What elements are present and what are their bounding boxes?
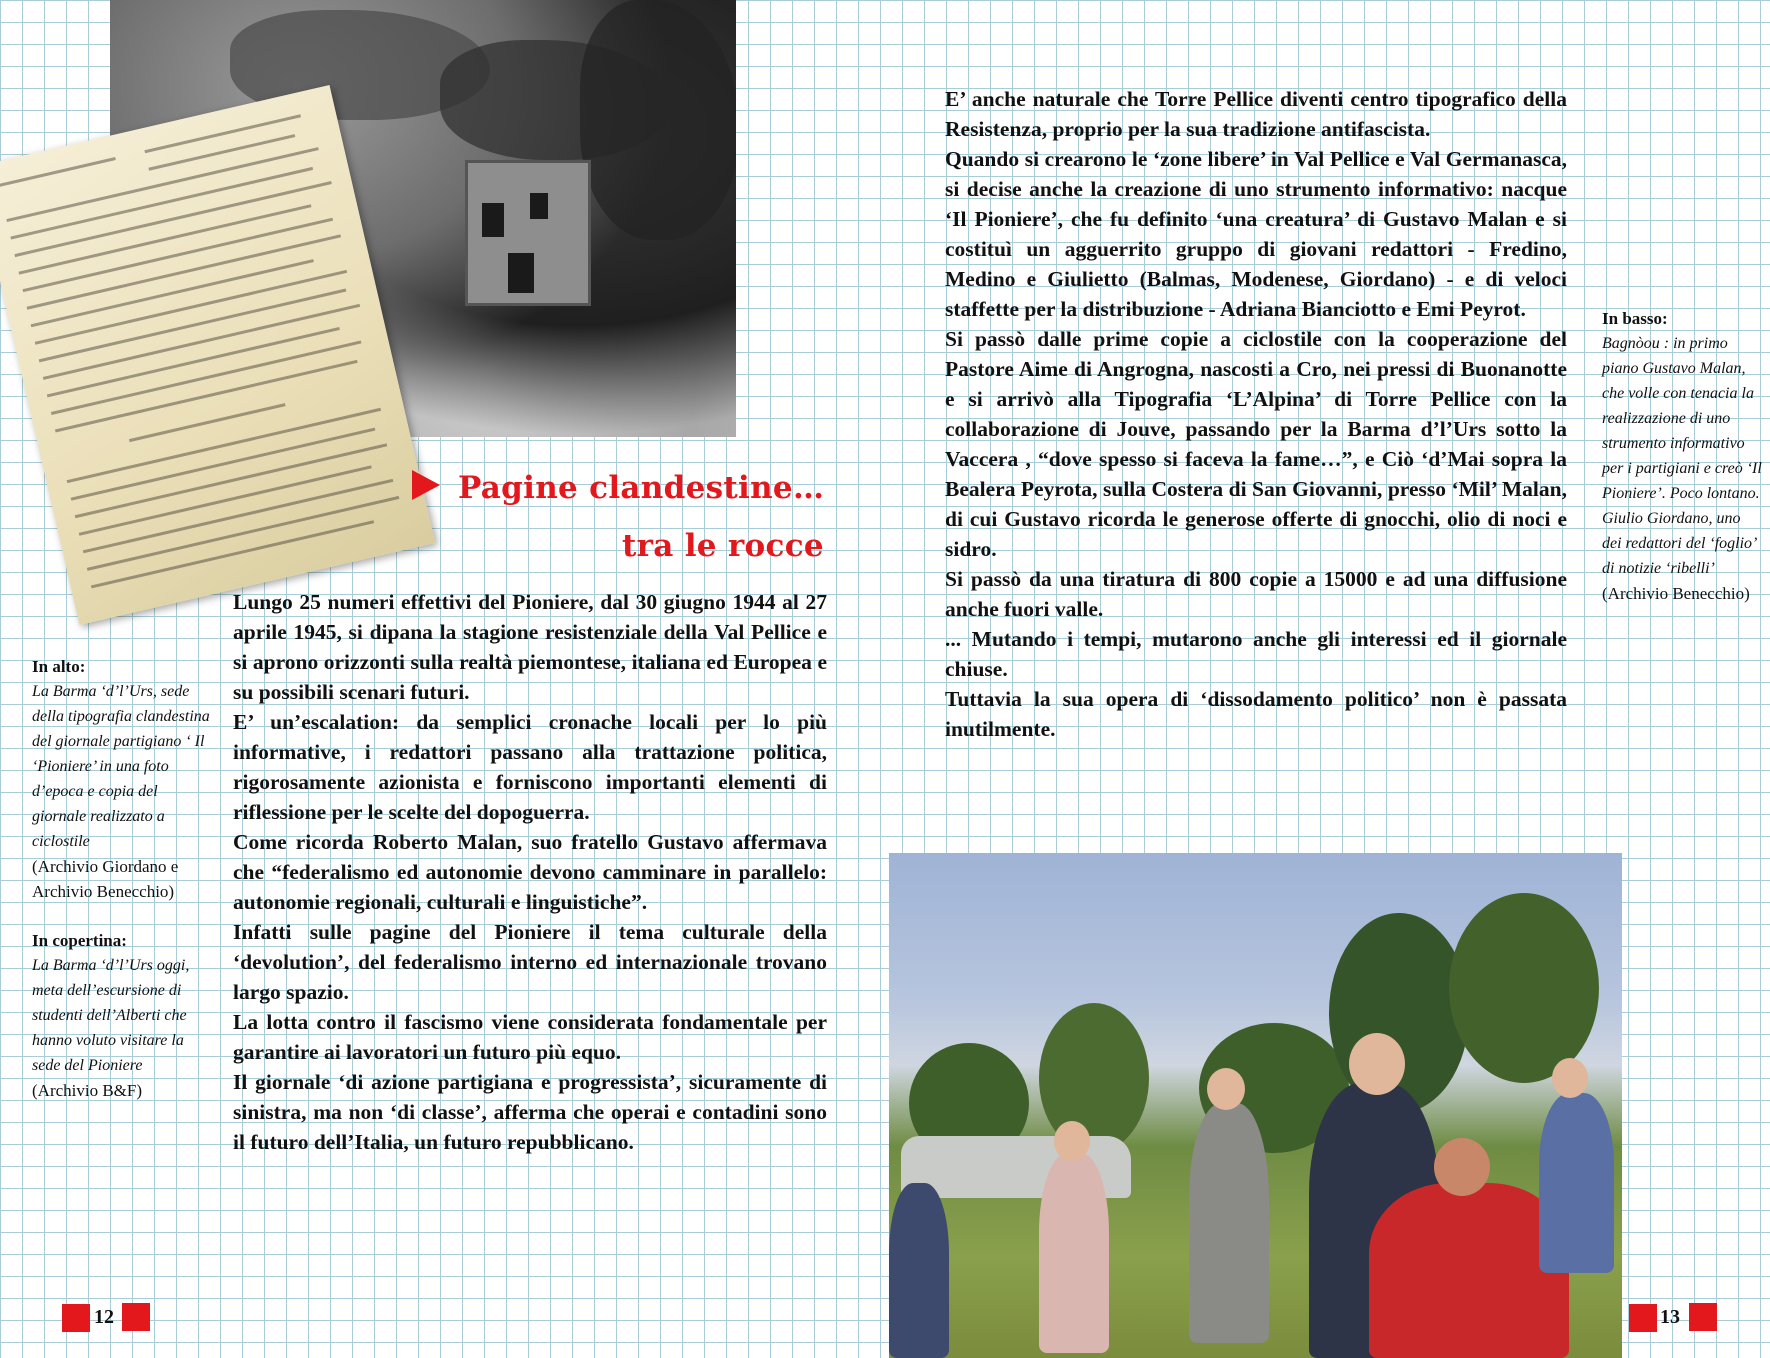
paragraph: ... Mutando i tempi, mutarono anche gli interessi ed il giornale chiuse. bbox=[945, 627, 1567, 681]
paragraph: E’ anche naturale che Torre Pellice diventi centro tipografico della Resistenza, proprio per la sua tradizione antifascista. bbox=[945, 87, 1567, 141]
paragraph: Lungo 25 numeri effettivi del Pioniere, dal 30 giugno 1944 al 27 aprile 1945, si dipana la stagione resistenziale della Val Pellice e si aprono orizzonti sulla realtà piemontese, italiana ed Europea e su possibili scenari futuri. bbox=[233, 590, 827, 704]
paragraph: Tuttavia la sua opera di ‘dissodamento politico’ non è passata inutilmente. bbox=[945, 687, 1567, 741]
article-right-column bbox=[945, 84, 1567, 744]
page-number-right: 13 bbox=[1660, 1306, 1680, 1328]
caption-heading: In copertina: bbox=[32, 931, 127, 950]
arrow-right-icon bbox=[412, 470, 440, 500]
caption-text: La Barma ‘d’l’Urs, sede della tipografia clandestina del giornale partigiano ‘ Il ‘Pioniere’ in una foto d’epoca e copia del giornale realizzato a ciclostile bbox=[32, 683, 210, 850]
page-number-left: 12 bbox=[94, 1306, 114, 1328]
caption-credit: (Archivio Giordano e Archivio Benecchio) bbox=[32, 857, 179, 901]
article-title-line-1: Pagine clandestine… bbox=[458, 470, 825, 506]
caption-heading: In alto: bbox=[32, 657, 86, 676]
page-marker-square bbox=[1629, 1304, 1657, 1332]
paragraph: Come ricorda Roberto Malan, suo fratello Gustavo affermava che “federalismo ed autonomie devono camminare in parallelo: autonomie regionali, culturali e linguistiche”. bbox=[233, 830, 827, 914]
caption-text: Bagnòou : in primo piano Gustavo Malan, che volle con tenacia la realizzazione di uno strumento informativo per i partigiani e creò ‘Il Pioniere’. Poco lontano. Giulio Giordano, uno dei redattori del ‘foglio’ di notizie ‘ribelli’ bbox=[1602, 335, 1762, 577]
paragraph: Si passò dalle prime copie a ciclostile con la cooperazione del Pastore Aime di Angrogna, nascosti a Cro, nei pressi di Buonanotte e si arrivò alla Tipografia ‘L’Alpina’ di Torre Pellice con la collaborazione di Jouve, passando per la Barma d’l’Urs sotto la Vaccera , “dove spesso si faceva la fame…”, e Ciò ‘d’Mai sopra la Bealera Peyrota, sulla Costera di San Giovanni, presso ‘Mil’ Malan, di cui Gustavo ricorda le generose offerte di gnocchi, olio di noci e sidro. bbox=[945, 327, 1567, 561]
caption-heading: In basso: bbox=[1602, 309, 1668, 328]
caption-top-photo bbox=[32, 654, 212, 904]
photo-bagnoou-group bbox=[889, 853, 1622, 1358]
page-marker-square bbox=[1689, 1303, 1717, 1331]
article-left-column bbox=[233, 587, 827, 1157]
article-title-line-2: tra le rocce bbox=[622, 528, 824, 564]
paragraph: La lotta contro il fascismo viene considerata fondamentale per garantire ai lavoratori un futuro più equo. bbox=[233, 1010, 827, 1064]
paragraph: Si passò da una tiratura di 800 copie a 15000 e ad una diffusione anche fuori valle. bbox=[945, 567, 1567, 621]
caption-bottom-photo bbox=[1602, 306, 1764, 606]
paragraph: E’ un’escalation: da semplici cronache locali per lo più informative, i redattori passano alla trattazione politica, rigorosamente azionista e forniscono importanti elementi di riflessione per le scelte del dopoguerra. bbox=[233, 710, 827, 824]
caption-credit: (Archivio Benecchio) bbox=[1602, 584, 1750, 603]
paragraph: Infatti sulle pagine del Pioniere il tema culturale della ‘devolution’, del federalismo interno ed internazionale trovano largo spazio. bbox=[233, 920, 827, 1004]
page-marker-square bbox=[62, 1304, 90, 1332]
paragraph: Il giornale ‘di azione partigiana e progressista’, sicuramente di sinistra, ma non ‘di classe’, afferma che operai e contadini sono il futuro dell’Italia, un futuro repubblicano. bbox=[233, 1070, 827, 1154]
caption-credit: (Archivio B&F) bbox=[32, 1081, 143, 1100]
page-marker-square bbox=[122, 1303, 150, 1331]
caption-text: La Barma ‘d’l’Urs oggi, meta dell’escursione di studenti dell’Alberti che hanno voluto visitare la sede del Pioniere bbox=[32, 957, 190, 1074]
caption-cover bbox=[32, 928, 212, 1103]
paragraph: Quando si crearono le ‘zone libere’ in Val Pellice e Val Germanasca, si decise anche la creazione di uno strumento informativo: nacque ‘Il Pioniere’, che fu definito ‘una creatura’ di Gustavo Malan e si costituì un agguerrito gruppo di giovani redattori - Fredino, Medino e Giulietto (Balmas, Modenese, Giordano) - e di veloci staffette per la distribuzione - Adriana Bianciotto e Emi Peyrot. bbox=[945, 147, 1567, 321]
